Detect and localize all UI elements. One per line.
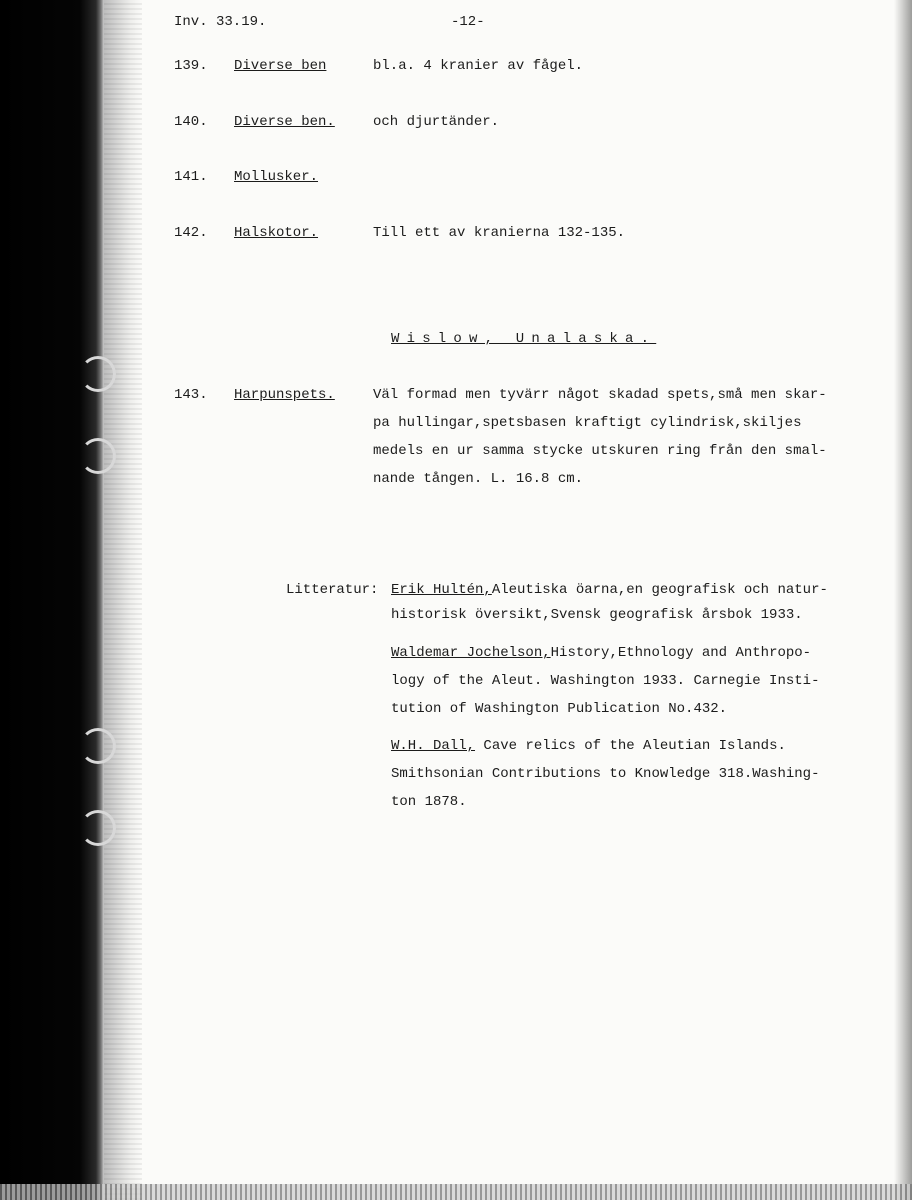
item-note: Till ett av kranierna 132-135. (373, 225, 626, 241)
reference-author: Erik Hultén, (391, 582, 492, 598)
reference-line (391, 581, 828, 599)
reference-author: W.H. Dall, (391, 738, 476, 754)
punch-hole (80, 810, 116, 846)
description-line: medels en ur samma stycke utskuren ring från den smal- (373, 443, 827, 459)
item-name: Halskotor. (234, 225, 319, 241)
description-line: pa hullingar,spetsbasen kraftigt cylindrisk,skiljes (373, 415, 802, 431)
right-page-edge (894, 0, 912, 1200)
reference-text: Aleutiska öarna,en geografisk och natur- (491, 582, 828, 598)
literature-label: Litteratur: (286, 582, 379, 598)
reference-text: Cave relics of the Aleutian Islands. (475, 738, 786, 754)
item-number: 142. (174, 225, 208, 241)
punch-hole (80, 728, 116, 764)
item-name: Harpunspets. (234, 387, 335, 403)
item-number: 140. (174, 114, 208, 130)
reference-line: tution of Washington Publication No.432. (391, 701, 728, 717)
reference-line: historisk översikt,Svensk geografisk årsbok 1933. (391, 607, 803, 623)
description-line: nande tången. L. 16.8 cm. (373, 471, 584, 487)
item-name: Mollusker. (234, 169, 319, 185)
reference-line: ton 1878. (391, 794, 467, 810)
page-gutter (104, 0, 142, 1200)
page-number: -12- (451, 14, 485, 30)
punch-hole (80, 438, 116, 474)
item-name: Diverse ben (234, 58, 327, 74)
reference-line: Smithsonian Contributions to Knowledge 318.Washing- (391, 766, 820, 782)
reference-line (391, 737, 786, 755)
item-note: bl.a. 4 kranier av fågel. (373, 58, 584, 74)
reference-line: logy of the Aleut. Washington 1933. Carnegie Insti- (391, 673, 820, 689)
punch-hole (80, 356, 116, 392)
item-name: Diverse ben. (234, 114, 335, 130)
reference-author: Waldemar Jochelson, (391, 645, 551, 661)
section-heading: Wislow, Unalaska. (391, 331, 657, 347)
binding-shadow (0, 0, 104, 1200)
reference-text: History,Ethnology and Anthropo- (550, 645, 812, 661)
inventory-number: Inv. 33.19. (174, 14, 267, 30)
item-number: 141. (174, 169, 208, 185)
item-note: och djurtänder. (373, 114, 500, 130)
reference-line (391, 644, 811, 662)
description-line: Väl formad men tyvärr något skadad spets,små men skar- (373, 387, 827, 403)
bottom-page-edge (0, 1184, 912, 1200)
item-number: 139. (174, 58, 208, 74)
item-number: 143. (174, 387, 208, 403)
